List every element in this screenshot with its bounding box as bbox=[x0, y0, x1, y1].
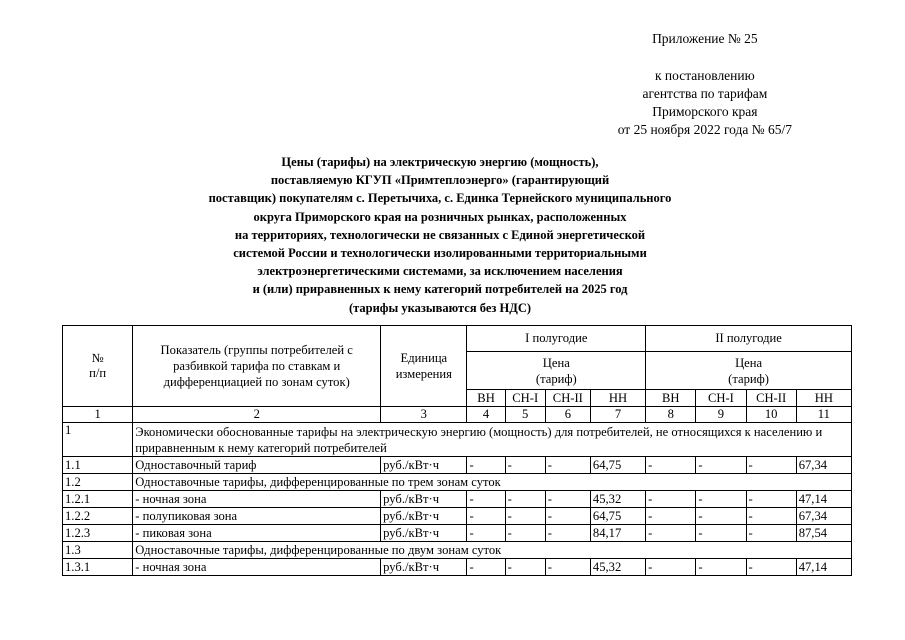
row-name: - полупиковая зона bbox=[133, 508, 381, 525]
header-level: ВН bbox=[646, 390, 696, 407]
col-number: 5 bbox=[505, 407, 545, 423]
title-line: системой России и технологически изолированными территориальными bbox=[233, 246, 647, 261]
row-unit: руб./кВт·ч bbox=[381, 559, 467, 576]
table-group-row bbox=[63, 474, 852, 491]
col-number: 11 bbox=[796, 407, 851, 423]
price-label: Цена bbox=[735, 355, 763, 370]
appendix-line: к постановлению bbox=[654, 68, 755, 83]
section-title: Экономически обоснованные тарифы на электрическую энергию (мощность) для потребителей, не относящихся к населению и приравненным к нему категорий потребителей bbox=[133, 423, 852, 457]
header-price-1 bbox=[467, 352, 646, 390]
row-price-value: 47,14 bbox=[796, 559, 851, 576]
row-name: - пиковая зона bbox=[133, 525, 381, 542]
row-value: - bbox=[646, 508, 696, 525]
row-unit: руб./кВт·ч bbox=[381, 491, 467, 508]
col-number: 1 bbox=[63, 407, 133, 423]
row-num: 1.2.1 bbox=[63, 491, 133, 508]
row-num: 1.2.3 bbox=[63, 525, 133, 542]
row-value: - bbox=[505, 559, 545, 576]
row-value: - bbox=[746, 559, 796, 576]
row-value: - bbox=[746, 508, 796, 525]
header-indicator: Показатель (группы потребителей с разбивкой тарифа по ставкам и дифференциацией по зонам суток) bbox=[133, 326, 381, 407]
row-value: - bbox=[545, 457, 590, 474]
header-level: НН bbox=[590, 390, 645, 407]
row-price-value: 45,32 bbox=[590, 559, 645, 576]
title-line: Цены (тарифы) на электрическую энергию (мощность), bbox=[281, 155, 599, 169]
row-value: - bbox=[467, 491, 505, 508]
col-number: 4 bbox=[467, 407, 505, 423]
row-price-value: 67,34 bbox=[796, 508, 851, 525]
title-line: поставляемую КГУП «Примтеплоэнерго» (гарантирующий bbox=[270, 173, 610, 188]
row-name: Одноставочный тариф bbox=[133, 457, 381, 474]
col-number: 2 bbox=[133, 407, 381, 423]
row-value: - bbox=[505, 457, 545, 474]
row-value: - bbox=[505, 491, 545, 508]
col-number: 10 bbox=[746, 407, 796, 423]
title-line: и (или) приравненных к нему категорий потребителей на 2025 год bbox=[252, 282, 628, 297]
header-level: СН-I bbox=[696, 390, 746, 407]
table-row bbox=[63, 508, 852, 525]
table-group-row bbox=[63, 542, 852, 559]
header-level: СН-I bbox=[505, 390, 545, 407]
header-unit: Единица измерения bbox=[381, 326, 467, 407]
title-line: округа Приморского края на розничных рынках, расположенных bbox=[253, 209, 627, 224]
row-unit: руб./кВт·ч bbox=[381, 525, 467, 542]
appendix-line: от 25 ноября 2022 года № 65/7 bbox=[617, 122, 792, 137]
row-name: - ночная зона bbox=[133, 559, 381, 576]
row-num: 1.3.1 bbox=[63, 559, 133, 576]
row-value: - bbox=[696, 559, 746, 576]
table-row bbox=[63, 559, 852, 576]
title-line: электроэнергетическими системами, за исключением населения bbox=[257, 264, 623, 279]
row-price-value: 45,32 bbox=[590, 491, 645, 508]
row-value: - bbox=[696, 508, 746, 525]
header-num-text: № п/п bbox=[89, 351, 107, 380]
header-level: НН bbox=[796, 390, 851, 407]
row-value: - bbox=[696, 457, 746, 474]
row-name: - ночная зона bbox=[133, 491, 381, 508]
row-price-value: 47,14 bbox=[796, 491, 851, 508]
row-num: 1.2 bbox=[63, 474, 133, 491]
document-title bbox=[130, 153, 750, 317]
row-value: - bbox=[505, 525, 545, 542]
appendix-header bbox=[618, 30, 792, 139]
row-value: - bbox=[746, 525, 796, 542]
col-number: 8 bbox=[646, 407, 696, 423]
row-unit: руб./кВт·ч bbox=[381, 457, 467, 474]
header-level: ВН bbox=[467, 390, 505, 407]
row-value: - bbox=[545, 508, 590, 525]
price-sublabel: (тариф) bbox=[728, 371, 769, 386]
row-value: - bbox=[746, 457, 796, 474]
row-num: 1.2.2 bbox=[63, 508, 133, 525]
row-value: - bbox=[696, 491, 746, 508]
title-line: (тарифы указываются без НДС) bbox=[348, 300, 532, 315]
row-price-value: 64,75 bbox=[590, 508, 645, 525]
appendix-number: Приложение № 25 bbox=[652, 31, 758, 46]
title-line: на территориях, технологически не связанных с Единой энергетической bbox=[234, 227, 646, 242]
row-num: 1.3 bbox=[63, 542, 133, 559]
appendix-line: агентства по тарифам bbox=[642, 86, 768, 101]
row-value: - bbox=[646, 457, 696, 474]
col-number: 6 bbox=[545, 407, 590, 423]
col-number: 7 bbox=[590, 407, 645, 423]
section-num: 1 bbox=[63, 423, 133, 457]
price-sublabel: (тариф) bbox=[535, 371, 577, 386]
row-value: - bbox=[545, 559, 590, 576]
row-value: - bbox=[467, 508, 505, 525]
row-group-name: Одноставочные тарифы, дифференцированные по двум зонам суток bbox=[133, 542, 852, 559]
row-price-value: 67,34 bbox=[796, 457, 851, 474]
row-value: - bbox=[646, 491, 696, 508]
header-price-2 bbox=[646, 352, 852, 390]
row-value: - bbox=[545, 491, 590, 508]
header-half1: I полугодие bbox=[467, 326, 646, 352]
row-value: - bbox=[696, 525, 746, 542]
col-number: 3 bbox=[381, 407, 467, 423]
col-number: 9 bbox=[696, 407, 746, 423]
table-row bbox=[63, 525, 852, 542]
row-value: - bbox=[467, 525, 505, 542]
row-value: - bbox=[545, 525, 590, 542]
row-num: 1.1 bbox=[63, 457, 133, 474]
price-label: Цена bbox=[542, 355, 570, 370]
table-row bbox=[63, 491, 852, 508]
row-value: - bbox=[646, 525, 696, 542]
row-value: - bbox=[746, 491, 796, 508]
row-value: - bbox=[505, 508, 545, 525]
row-value: - bbox=[467, 559, 505, 576]
row-unit: руб./кВт·ч bbox=[381, 508, 467, 525]
header-level: СН-II bbox=[545, 390, 590, 407]
title-line: поставщик) покупателям с. Перетычиха, с. Единка Тернейского муниципального bbox=[208, 191, 672, 206]
row-value: - bbox=[467, 457, 505, 474]
row-group-name: Одноставочные тарифы, дифференцированные по трем зонам суток bbox=[133, 474, 852, 491]
tariff-table bbox=[62, 325, 852, 576]
appendix-line: Приморского края bbox=[652, 104, 758, 119]
header-half2: II полугодие bbox=[646, 326, 852, 352]
row-value: - bbox=[646, 559, 696, 576]
header-level: СН-II bbox=[746, 390, 796, 407]
header-num bbox=[63, 326, 133, 407]
table-row bbox=[63, 457, 852, 474]
row-price-value: 64,75 bbox=[590, 457, 645, 474]
row-price-value: 87,54 bbox=[796, 525, 851, 542]
row-price-value: 84,17 bbox=[590, 525, 645, 542]
